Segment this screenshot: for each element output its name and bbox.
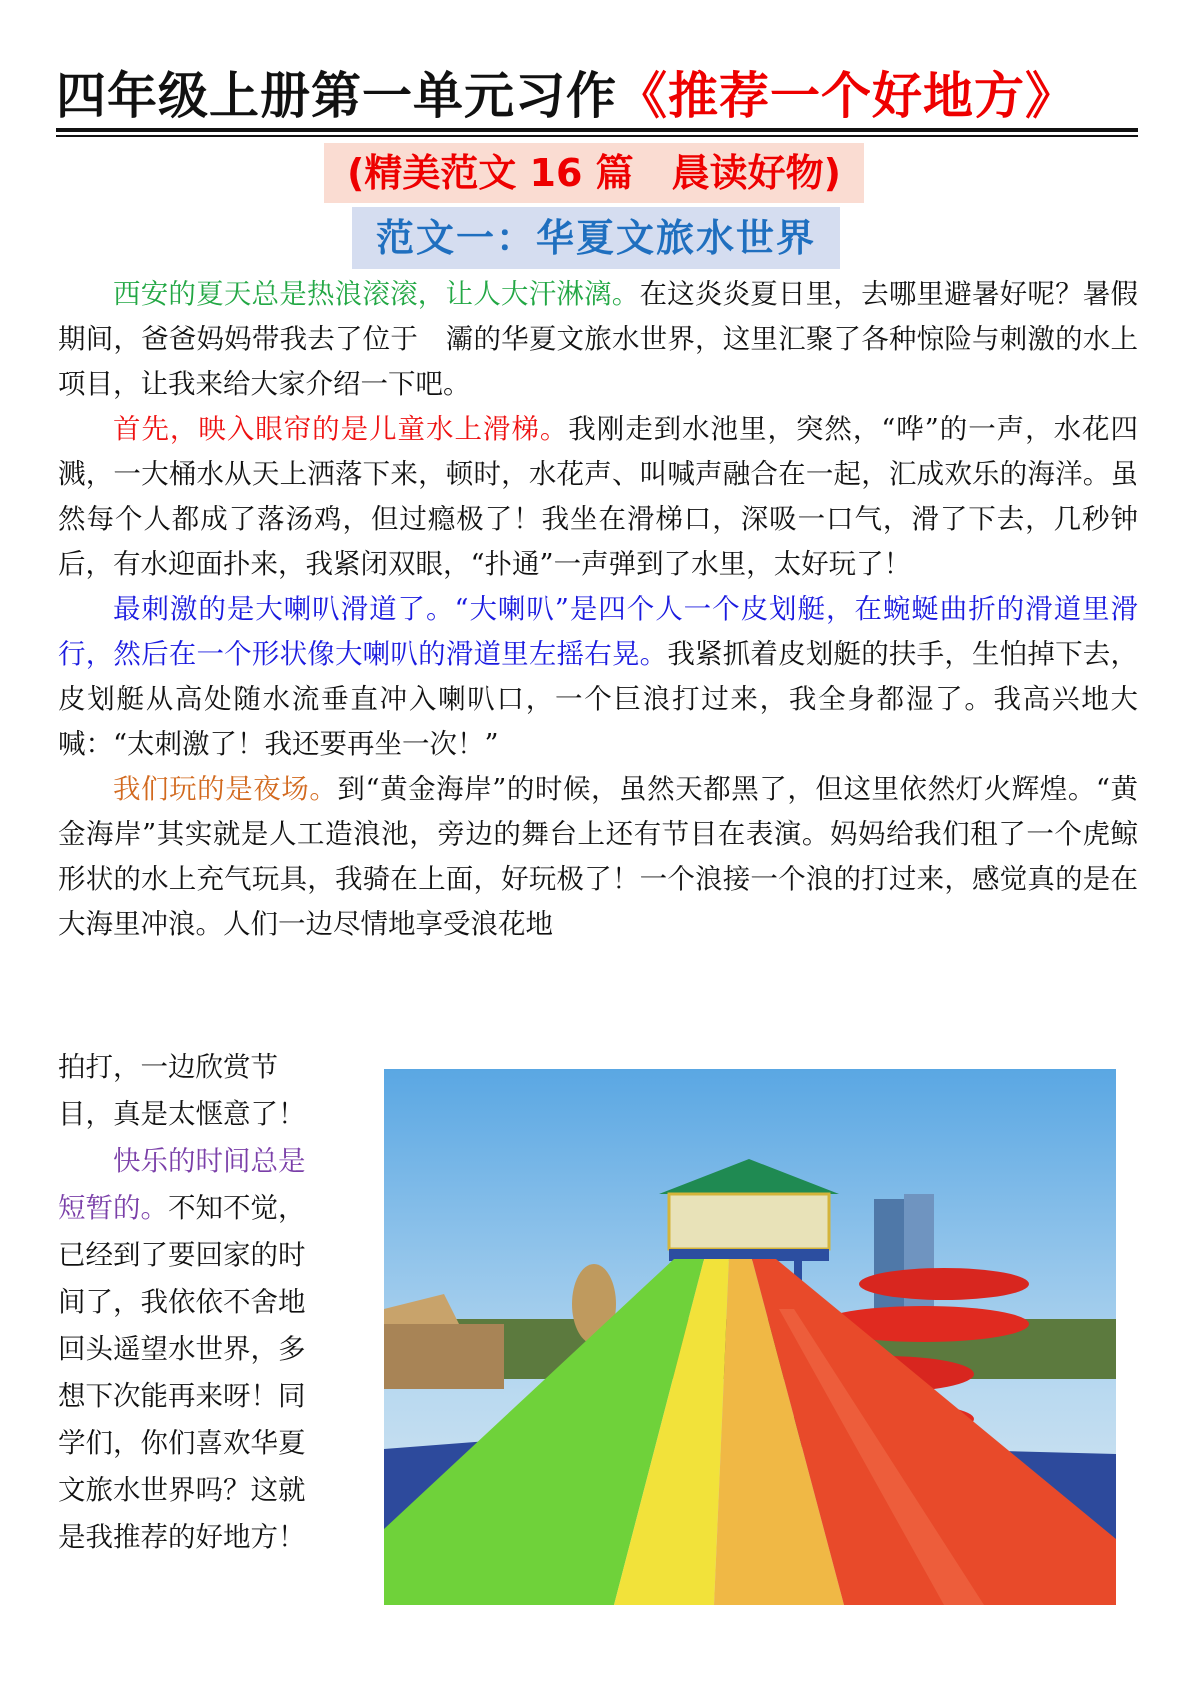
paragraph-1 (58, 272, 1138, 407)
paragraph-text: 在这炎炎夏日里，去哪里避暑好呢？暑假期间，爸爸妈妈带我去了位于 灞的华夏文旅水世界，这里汇聚了各种惊险与刺激的水上项目，让我来给大家介绍一下吧。 (58, 278, 1139, 400)
paragraph-text: 我刚走到水池里，突然，“哗”的一声，水花四溅，一大桶水从天上洒落下来，顿时，水花声、叫喊声融合在一起，汇成欢乐的海洋。虽然每个人都成了落汤鸡，但过瘾极了！我坐在滑梯口，深吸一口气，滑了下去，几秒钟后，有水迎面扑来，我紧闭双眼，“扑通”一声弹到了水里，太好玩了！ (58, 413, 1138, 580)
paragraph-5-start (58, 1138, 348, 1185)
text-line: 回头遥望水世界，多 (58, 1333, 306, 1365)
text-line: 文旅水世界吗？这就 (58, 1474, 306, 1506)
text-line: 已经到了要回家的时 (58, 1239, 306, 1271)
highlight-sentence: 我们玩的是夜场。 (113, 773, 338, 805)
highlight-sentence: 快乐的时间总是 (113, 1145, 306, 1177)
essay-body (58, 272, 1138, 947)
title-underline-thick (56, 128, 1138, 132)
paragraph-3 (58, 587, 1138, 767)
paragraph-4 (58, 767, 1138, 947)
title-topic: 《推荐一个好地方》 (617, 67, 1076, 125)
water-park-photo (384, 1069, 1116, 1605)
text-line: 是我推荐的好地方！ (58, 1521, 306, 1553)
document-title (56, 66, 1136, 126)
essay-title: 范文一：华夏文旅水世界 (352, 207, 840, 269)
paragraph-text: 我紧抓着皮划艇的扶手，生怕掉下去，皮划艇从高处随水流垂直冲入喇叭口，一个巨浪打过来，我全身都湿了。我高兴地大喊：“太刺激了！我还要再坐一次！” (58, 638, 1139, 760)
text-line: 学们，你们喜欢华夏 (58, 1427, 306, 1459)
text-line: 想下次能再来呀！同 (58, 1380, 306, 1412)
text-line (58, 1185, 348, 1232)
text-line-rest: 不知不觉， (168, 1192, 306, 1224)
text-line: 拍打，一边欣赏节 (58, 1051, 278, 1083)
highlight-sentence: 西安的夏天总是热浪滚滚，让人大汗淋漓。 (113, 278, 640, 310)
subtitle-banner: (精美范文 16 篇 晨读好物) (324, 143, 864, 203)
text-line: 间了，我依依不舍地 (58, 1286, 306, 1318)
text-line: 目，真是太惬意了！ (58, 1098, 306, 1130)
title-underline-thin (56, 135, 1138, 137)
side-text-column (58, 1044, 348, 1561)
paragraph-2 (58, 407, 1138, 587)
highlight-sentence: 最刺激的是大喇叭滑道了。“大喇叭”是四个人一个皮划艇，在蜿蜒曲折的滑道里滑行，然后在一个形状像大喇叭的滑道里左摇右晃。 (58, 593, 1138, 670)
paragraph-text: 到“黄金海岸”的时候，虽然天都黑了，但这里依然灯火辉煌。“黄金海岸”其实就是人工造浪池，旁边的舞台上还有节目在表演。妈妈给我们租了一个虎鲸形状的水上充气玩具，我骑在上面，好玩极了！一个浪接一个浪的打过来，感觉真的是在大海里冲浪。人们一边尽情地享受浪花地 (58, 773, 1139, 940)
highlight-sentence: 短暂的。 (58, 1192, 168, 1224)
highlight-sentence: 首先，映入眼帘的是儿童水上滑梯。 (113, 413, 569, 445)
title-main: 四年级上册第一单元习作 (56, 67, 617, 125)
